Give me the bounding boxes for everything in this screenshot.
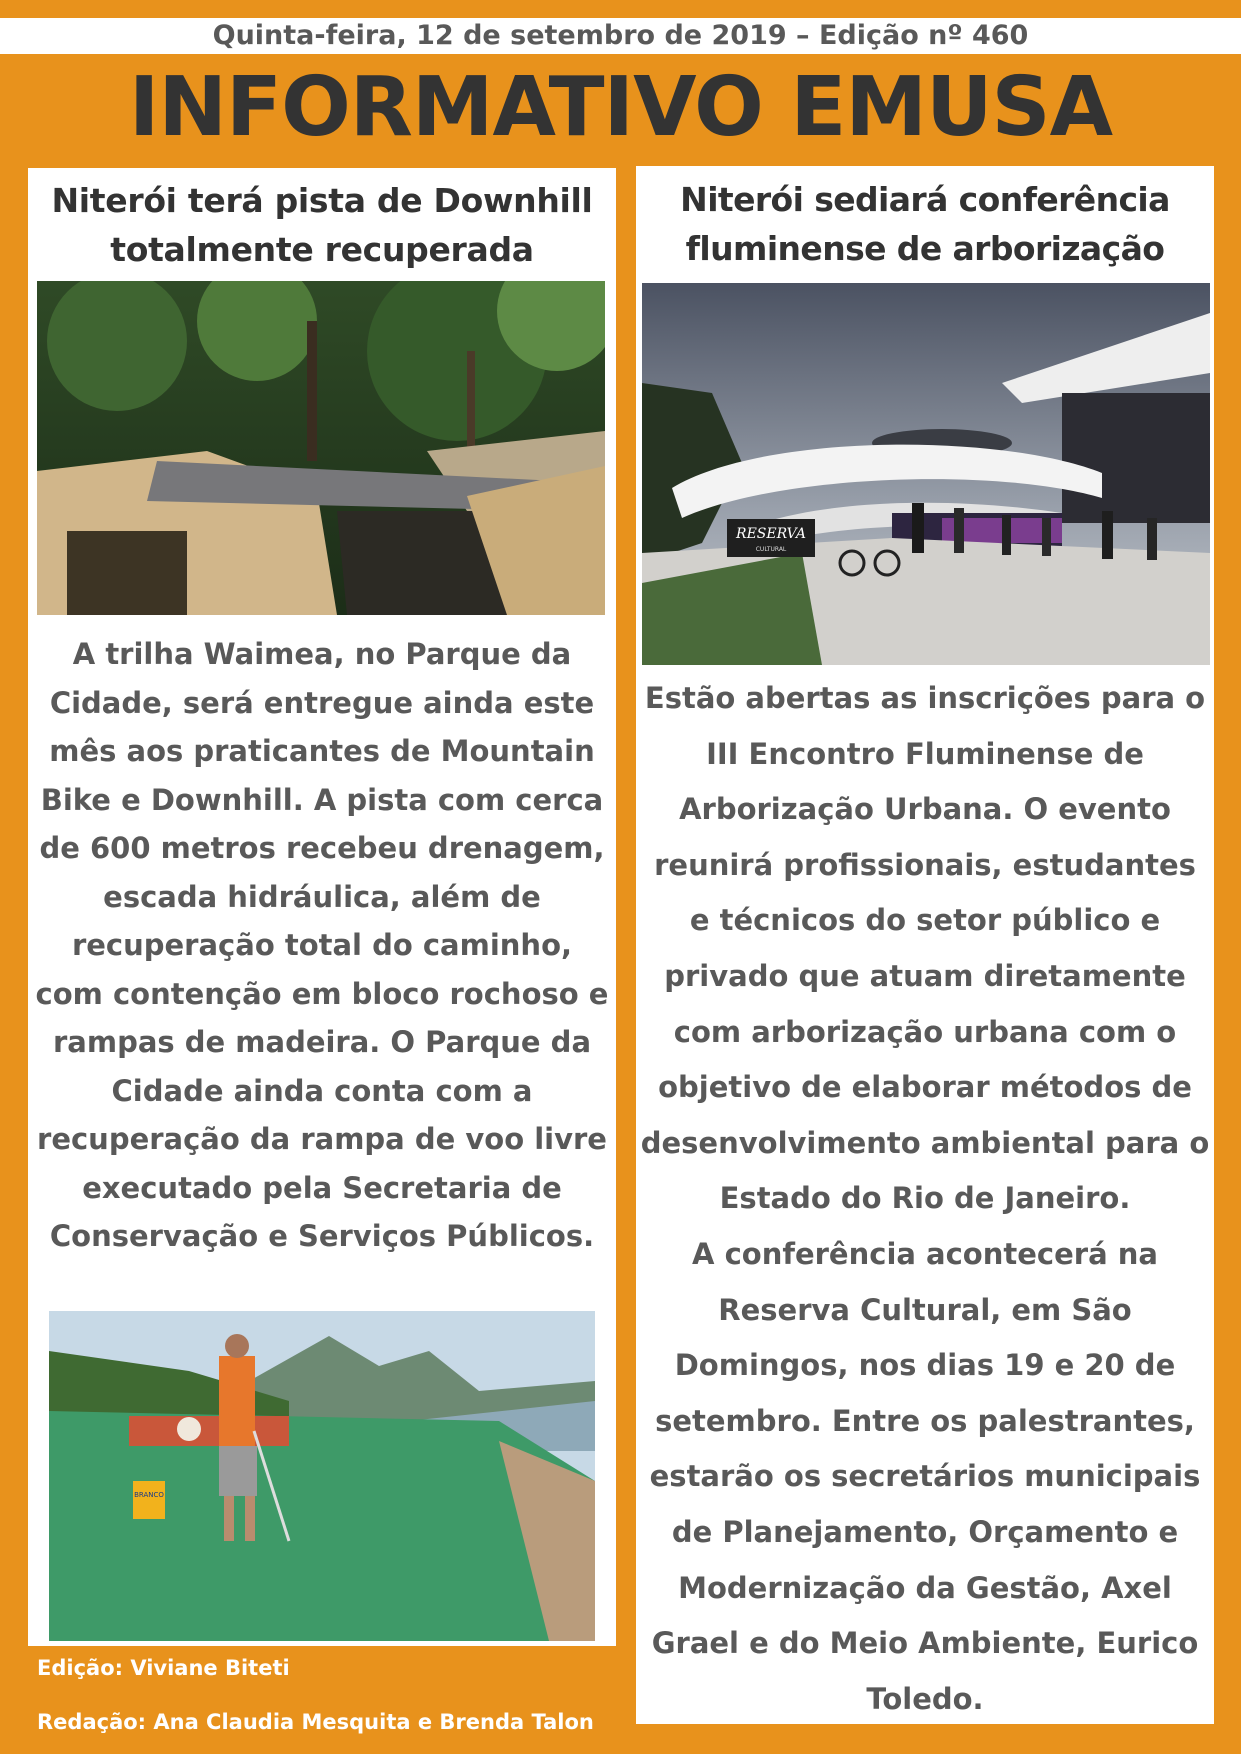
- right-body-paragraph-1: Estão abertas as inscrições para o III Encontro Fluminense de Arborização Urbana. O evento reunirá profissionais, estudantes e técnicos do setor público e privado que atuam diretamente com arborização urbana com o objetivo de elaborar métodos de desenvolvimento ambiental para o Estado do Rio de Janeiro.: [640, 681, 1210, 1216]
- right-article: [636, 166, 1214, 1724]
- reserva-sign-subtext: CULTURAL: [755, 546, 787, 553]
- left-article: [28, 168, 616, 1646]
- reserva-cultural-photo: [642, 283, 1210, 665]
- dateline: Quinta-feira, 12 de setembro de 2019 – Edição nº 460: [0, 18, 1241, 54]
- masthead-title: INFORMATIVO EMUSA: [128, 60, 1113, 155]
- right-headline-line2: fluminense de arborização: [685, 229, 1165, 268]
- downhill-trail-photo: [37, 281, 605, 615]
- left-headline-line1: Niterói terá pista de Downhill: [51, 181, 593, 220]
- left-body-text: A trilha Waimea, no Parque da Cidade, será entregue ainda este mês aos praticantes de Mountain Bike e Downhill. A pista com cerca de 600 metros recebeu drenagem, escada hidráulica, além de recuperação total do caminho, com contenção em bloco rochoso e rampas de madeira. O Parque da Cidade ainda conta com a recuperação da rampa de voo livre executado pela Secretaria de Conservação e Serviços Públicos.: [35, 637, 609, 1253]
- right-headline-line1: Niterói sediará conferência: [680, 180, 1170, 219]
- credit-redacao: Redação: Ana Claudia Mesquita e Brenda Talon: [37, 1710, 594, 1734]
- paint-bucket-label: BRANCO: [134, 1491, 164, 1499]
- reserva-sign-text: RESERVA: [736, 526, 806, 542]
- left-headline-line2: totalmente recuperada: [110, 230, 534, 269]
- right-body-paragraph-2: A conferência acontecerá na Reserva Cultural, em São Domingos, nos dias 19 e 20 de setembro. Entre os palestrantes, estarão os secretários municipais de Planejamento, Orçamento e Modernização da Gestão, Axel Grael e do Meio Ambiente, Eurico Toledo.: [649, 1236, 1201, 1716]
- left-headline: [28, 168, 616, 274]
- ramp-painting-photo: [49, 1311, 595, 1641]
- credit-edicao: Edição: Viviane Biteti: [37, 1656, 290, 1680]
- right-body-text: [640, 671, 1210, 1727]
